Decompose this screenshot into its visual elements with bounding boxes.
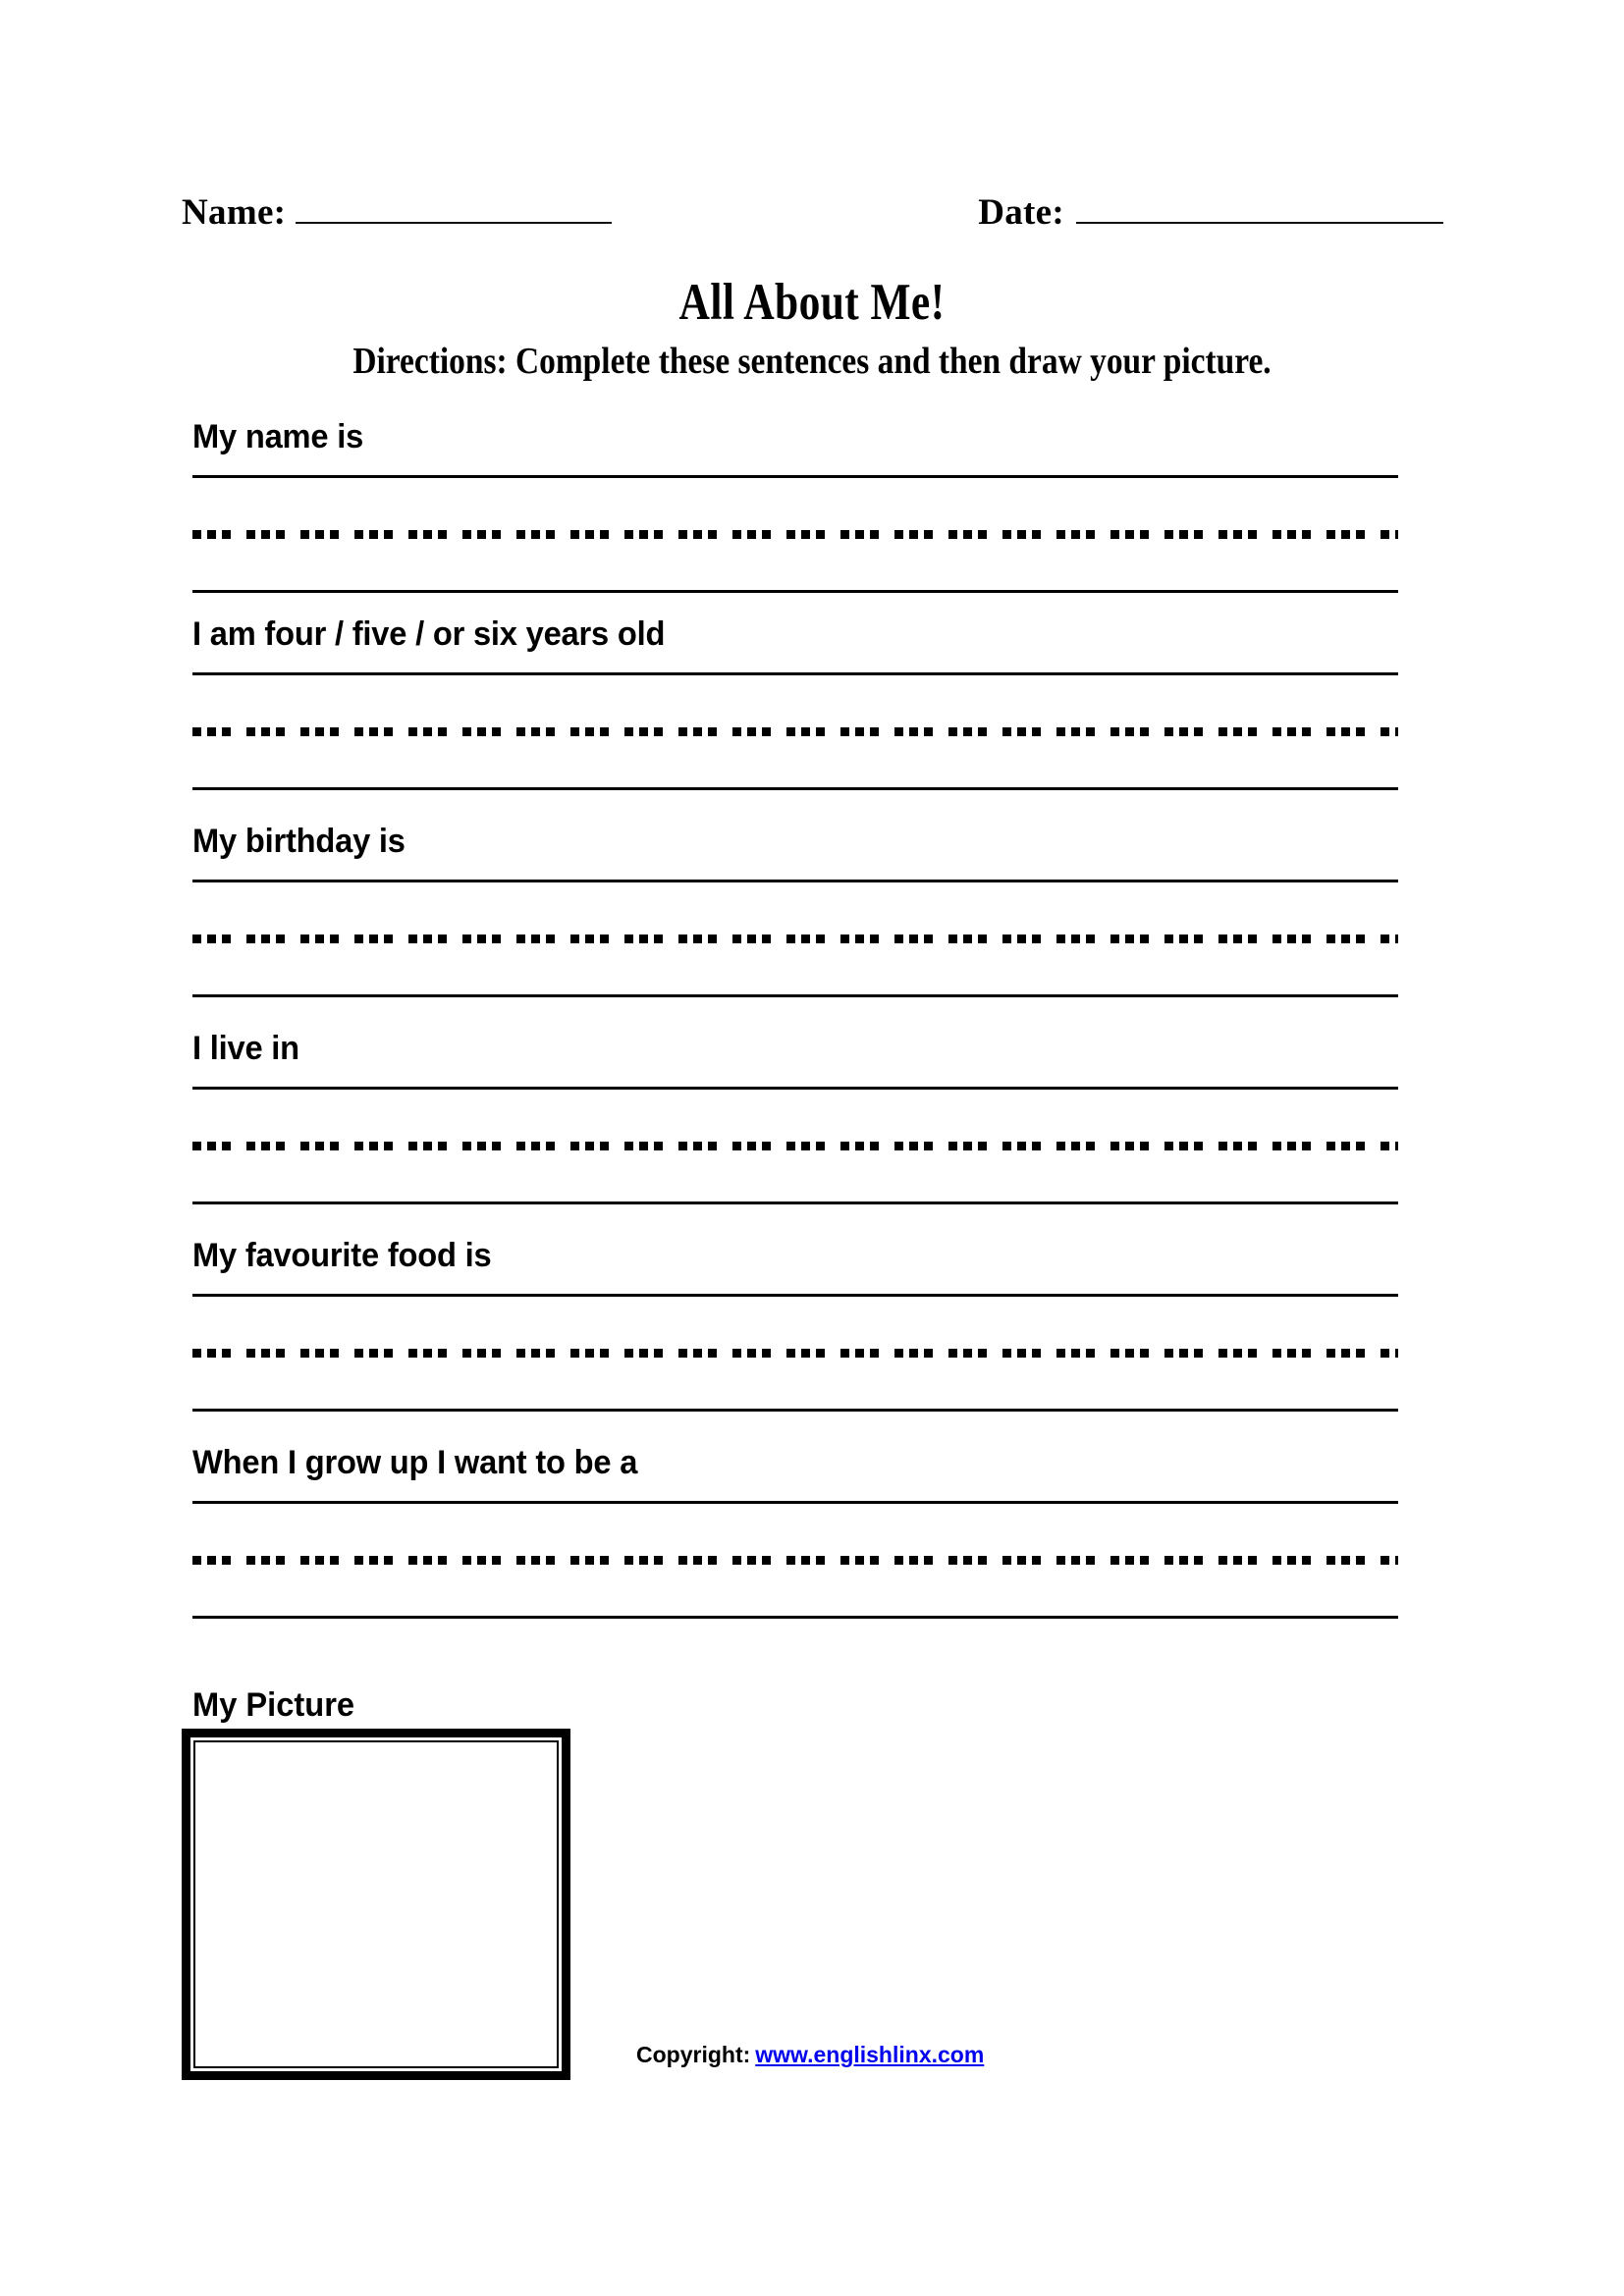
rule-line-dotted <box>192 1142 1398 1150</box>
rule-line-bottom <box>192 1616 1398 1619</box>
picture-drawing-box[interactable] <box>182 1729 570 2080</box>
rule-line-dotted <box>192 727 1398 736</box>
copyright-footer <box>636 2042 984 2069</box>
date-input-blank[interactable] <box>1076 192 1443 224</box>
writing-lines[interactable] <box>192 475 1398 593</box>
rule-line-bottom <box>192 787 1398 790</box>
prompt-label: My name is <box>192 418 364 455</box>
rule-gap <box>192 1150 1398 1201</box>
prompt-section-live-in <box>192 1030 1398 1204</box>
name-input-blank[interactable] <box>296 192 612 224</box>
prompt-section-grow-up <box>192 1444 1398 1619</box>
prompt-section-birthday <box>192 823 1398 997</box>
rule-line-bottom <box>192 994 1398 997</box>
rule-gap <box>192 736 1398 787</box>
rule-gap <box>192 539 1398 590</box>
rule-gap <box>192 1297 1398 1349</box>
rule-gap <box>192 943 1398 994</box>
name-label: Name: <box>182 192 287 233</box>
header-row <box>182 192 1443 243</box>
page-title: All About Me! <box>678 274 946 331</box>
prompt-label: I am four / five / or six years old <box>192 615 666 653</box>
writing-lines[interactable] <box>192 1087 1398 1204</box>
prompt-section-favourite-food <box>192 1237 1398 1412</box>
rule-line-bottom <box>192 1201 1398 1204</box>
copyright-link[interactable]: www.englishlinx.com <box>755 2042 985 2067</box>
prompt-label: I live in <box>192 1030 299 1067</box>
prompt-label: When I grow up I want to be a <box>192 1444 638 1481</box>
rule-line-bottom <box>192 590 1398 593</box>
prompt-section-age <box>192 615 1398 790</box>
rule-line-dotted <box>192 1349 1398 1358</box>
rule-line-dotted <box>192 934 1398 943</box>
prompt-label: My favourite food is <box>192 1237 492 1274</box>
picture-canvas[interactable] <box>193 1740 559 2068</box>
writing-lines[interactable] <box>192 1501 1398 1619</box>
prompt-label: My birthday is <box>192 823 406 860</box>
picture-label: My Picture <box>192 1686 355 1724</box>
rule-gap <box>192 882 1398 934</box>
writing-lines[interactable] <box>192 880 1398 997</box>
rule-gap <box>192 1090 1398 1142</box>
rule-line-dotted <box>192 530 1398 539</box>
rule-gap <box>192 1504 1398 1556</box>
directions-text: Directions: Complete these sentences and then draw your picture. <box>352 341 1272 382</box>
rule-line-bottom <box>192 1409 1398 1412</box>
rule-gap <box>192 1358 1398 1409</box>
rule-gap <box>192 1565 1398 1616</box>
copyright-label: Copyright: <box>636 2042 751 2067</box>
writing-lines[interactable] <box>192 1294 1398 1412</box>
rule-gap <box>192 478 1398 530</box>
prompt-section-my-name <box>192 418 1398 593</box>
date-label: Date: <box>978 192 1064 233</box>
rule-gap <box>192 675 1398 727</box>
picture-box-inner-frame <box>190 1737 562 2071</box>
writing-lines[interactable] <box>192 672 1398 790</box>
rule-line-dotted <box>192 1556 1398 1565</box>
